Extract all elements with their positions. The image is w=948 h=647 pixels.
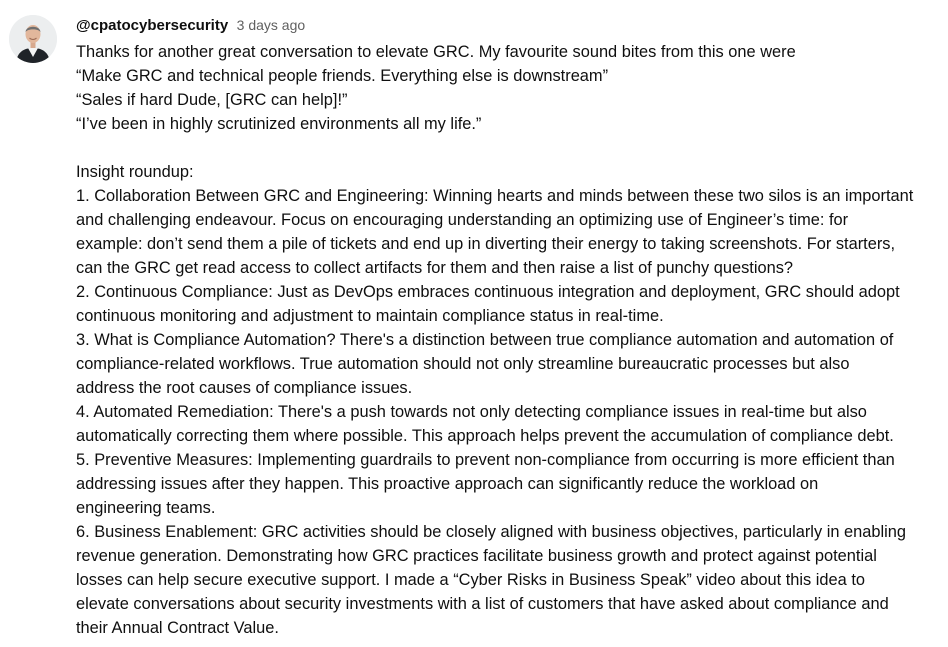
comment-text-line: Insight roundup: xyxy=(76,163,194,181)
comment-text-line: example: don’t send them a pile of tickets and end up in diverting their energy to taking screenshots. For starters, xyxy=(76,235,896,253)
comment-text-line: elevate conversations about security investments with a list of customers that have asked about compliance and xyxy=(76,595,889,613)
user-profile-photo-icon xyxy=(9,15,57,63)
comment-text-line: “Sales if hard Dude, [GRC can help]!” xyxy=(76,91,348,109)
comment-text-line: automatically correcting them where possible. This approach helps prevent the accumulation of compliance debt. xyxy=(76,427,894,445)
timestamp-link[interactable]: 3 days ago xyxy=(236,17,306,33)
comment-text-line: 2. Continuous Compliance: Just as DevOps embraces continuous integration and deployment, GRC should adopt xyxy=(76,283,900,301)
comment-blank-line xyxy=(76,136,942,160)
comment-header xyxy=(76,15,305,35)
comment-text-line: Thanks for another great conversation to elevate GRC. My favourite sound bites from this one were xyxy=(76,43,796,61)
comment-text-line: and challenging endeavour. Focus on encouraging understanding an optimizing use of Engineer’s time: for xyxy=(76,211,849,229)
comment-text-line: 3. What is Compliance Automation? There's a distinction between true compliance automation and automation of xyxy=(76,331,894,349)
comment-text-line: engineering teams. xyxy=(76,499,216,517)
comment-text-line: losses can help secure executive support. I made a “Cyber Risks in Business Speak” video about this idea to xyxy=(76,571,865,589)
comment-text-line: 6. Business Enablement: GRC activities should be closely aligned with business objectives, particularly in enabling xyxy=(76,523,906,541)
comment-text-line: addressing issues after they happen. This proactive approach can significantly reduce the workload on xyxy=(76,475,819,493)
comment-text-line: “I’ve been in highly scrutinized environments all my life.” xyxy=(76,115,482,133)
comment-text-line: address the root causes of compliance issues. xyxy=(76,379,413,397)
comment-text-line: continuous monitoring and adjustment to maintain compliance status in real-time. xyxy=(76,307,664,325)
comment-text-line: their Annual Contract Value. xyxy=(76,619,279,637)
comment-text xyxy=(76,40,942,640)
comment-text-line: 5. Preventive Measures: Implementing guardrails to prevent non-compliance from occurring is more efficient than xyxy=(76,451,895,469)
comment-text-line: 1. Collaboration Between GRC and Engineering: Winning hearts and minds between these two silos is an important xyxy=(76,187,914,205)
comment-text-line: can the GRC get read access to collect artifacts for them and then raise a list of punchy questions? xyxy=(76,259,794,277)
comment-text-line: “Make GRC and technical people friends. Everything else is downstream” xyxy=(76,67,609,85)
author-name-link[interactable]: @cpatocybersecurity xyxy=(76,17,229,34)
comment-text-line: revenue generation. Demonstrating how GRC practices facilitate business growth and protect against potential xyxy=(76,547,877,565)
avatar[interactable] xyxy=(9,15,57,63)
comment-text-line: 4. Automated Remediation: There's a push towards not only detecting compliance issues in real-time but also xyxy=(76,403,867,421)
comment-text-line: compliance-related workflows. True automation should not only streamline bureaucratic processes but also xyxy=(76,355,850,373)
